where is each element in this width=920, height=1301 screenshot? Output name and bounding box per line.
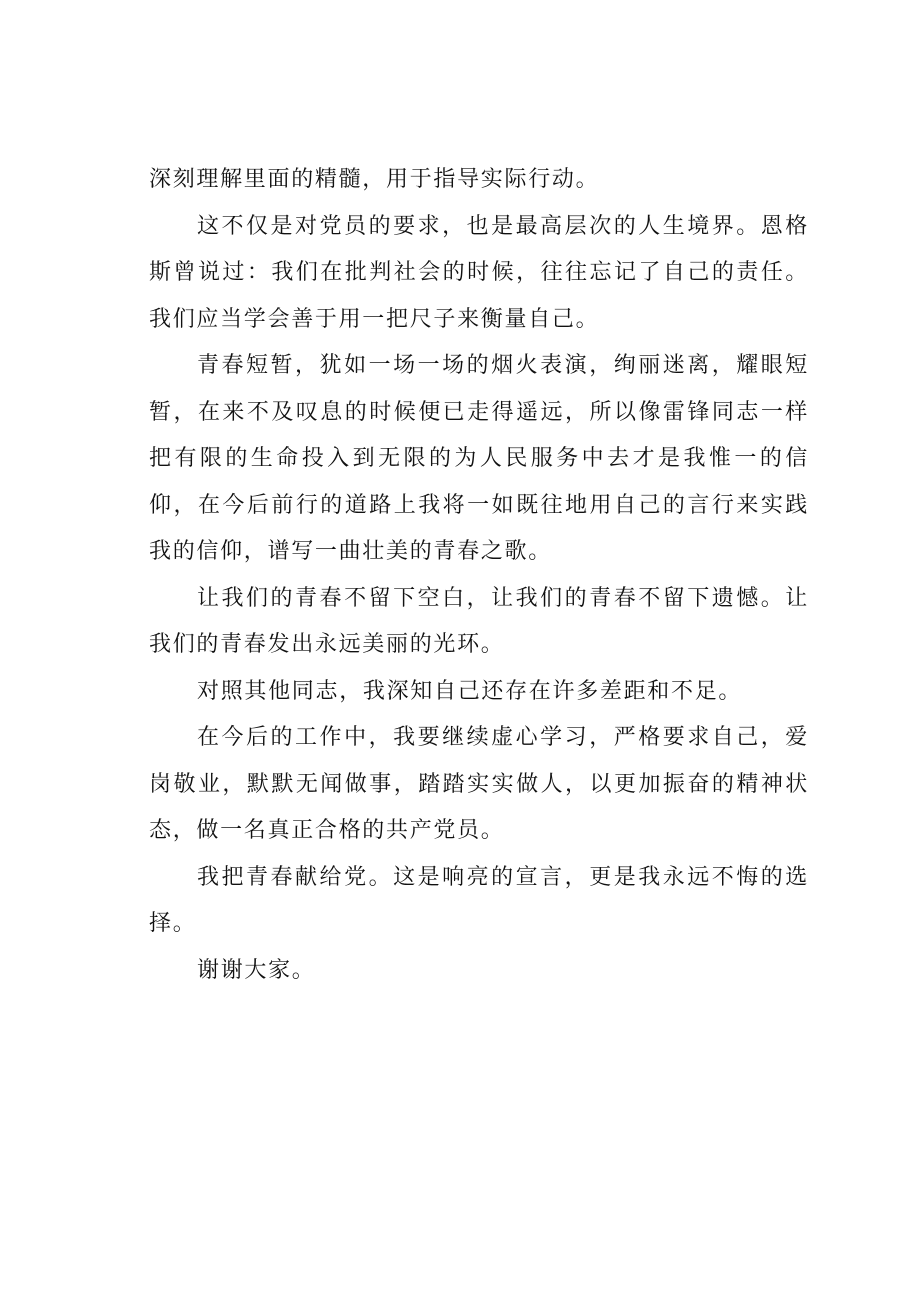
paragraph: 谢谢大家。: [197, 957, 316, 983]
paragraph: 深刻理解里面的精髓，用于指导实际行动。: [149, 167, 600, 192]
document-body: [149, 157, 809, 994]
paragraph: 我把青春献给党。这是响亮的宣言，更是我永远不悔的选择。: [149, 864, 809, 936]
paragraph: 这不仅是对党员的要求，也是最高层次的人生境界。恩格斯曾说过：我们在批判社会的时候，往往忘记了自己的责任。我们应当学会善于用一把尺子来衡量自己。: [149, 213, 809, 332]
paragraph: 在今后的工作中，我要继续虚心学习，严格要求自己，爱岗敬业，默默无闻做事，踏踏实实做人，以更加振奋的精神状态，做一名真正合格的共产党员。: [149, 725, 809, 843]
paragraph: 青春短暂，犹如一场一场的烟火表演，绚丽迷离，耀眼短暂，在来不及叹息的时候便已走得遥远，所以像雷锋同志一样把有限的生命投入到无限的为人民服务中去才是我惟一的信仰，在今后前行的道路上我将一如既往地用自己的言行来实践我的信仰，谱写一曲壮美的青春之歌。: [149, 353, 809, 564]
paragraph: 让我们的青春不留下空白，让我们的青春不留下遗憾。让我们的青春发出永远美丽的光环。: [149, 585, 809, 657]
paragraph: 对照其他同志，我深知自己还存在许多差距和不足。: [197, 678, 743, 704]
